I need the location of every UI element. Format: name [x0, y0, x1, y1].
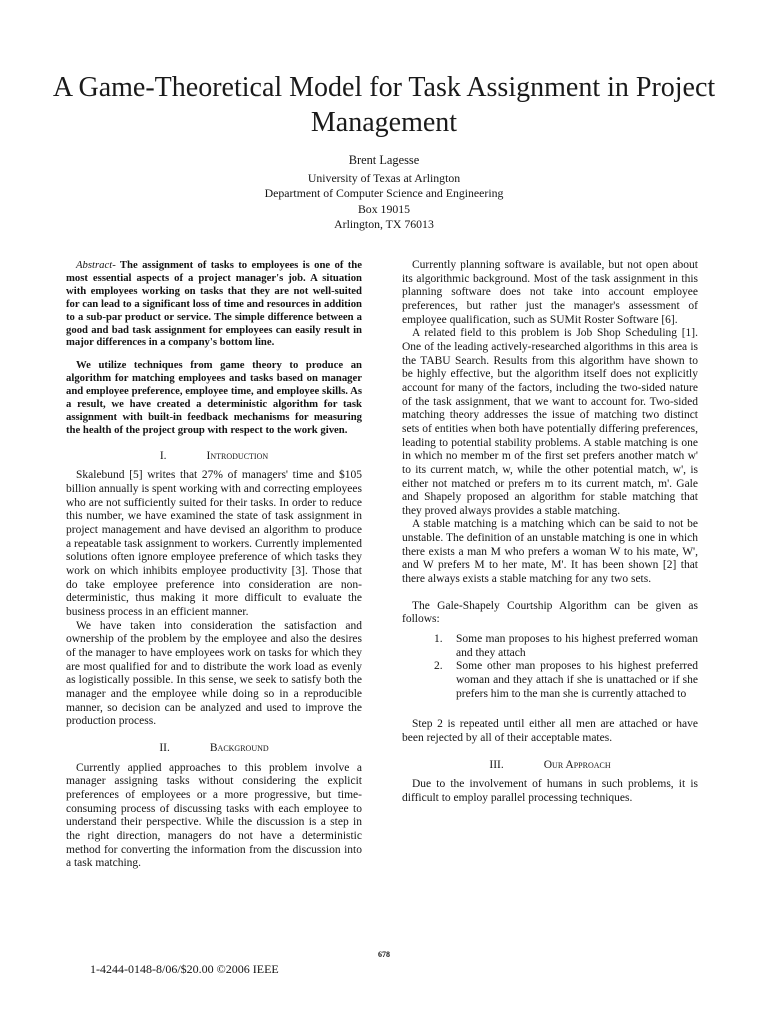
body-paragraph: Skalebund [5] writes that 27% of managers' time and $105 billion annually is spent working with and correcting employees who are not sufficiently suited for their tasks. In order to reduce this number, we have examined the state of task assignment in project management and have devised an algorithm to produce a repeatable task assignment to workers. Currently implemented solutions often ignore employee preference of which tasks they work on which inhibits employee productivity [3]. Those that do take employee preference into consideration are non-deterministic, thus making it more difficult to evaluate the business process in an efficient manner. [66, 469, 362, 618]
abstract [66, 259, 362, 437]
author-name: Brent Lagesse [348, 153, 420, 167]
section-title: Our Approach [543, 758, 611, 771]
left-column [66, 259, 362, 871]
paper-title: A Game-Theoretical Model for Task Assignment in Project Management [52, 72, 716, 138]
affiliation-line: Arlington, TX 76013 [334, 217, 434, 231]
affiliation-line: Box 19015 [357, 201, 411, 216]
body-paragraph: The Gale-Shapely Courtship Algorithm can be given as follows: [402, 599, 698, 626]
list-text: Some other man proposes to his highest preferred woman and they attach if she is unattached or if she prefers him to the man she is currently attached to [456, 660, 698, 700]
section-title: Background [209, 741, 269, 754]
list-item [402, 633, 698, 660]
section-title: Introduction [206, 449, 269, 462]
list-item [402, 660, 698, 701]
author-block [134, 153, 634, 233]
list-text: Some man proposes to his highest preferred woman and they attach [456, 633, 698, 659]
affiliation-line: University of Texas at Arlington [307, 170, 461, 185]
section-heading-background [66, 742, 362, 756]
copyright-footer: 1-4244-0148-8/06/$20.00 ©2006 IEEE [90, 962, 279, 976]
algorithm-steps [402, 633, 698, 701]
body-paragraph: Step 2 is repeated until either all men are attached or have been rejected by all of their acceptable mates. [402, 718, 698, 744]
abstract-paragraph: We utilize techniques from game theory to produce an algorithm for matching employees and tasks based on manager and employee preference, employee time, and employee skills. As a result, we have created a deterministic algorithm for task assignment with built-in feedback mechanisms for measuring the health of the project group with respect to the work given. [66, 359, 362, 436]
section-number: II. [159, 741, 170, 754]
body-paragraph: We have taken into consideration the satisfaction and ownership of the problem by the employee and also the desires of the manager to have employees work on tasks for which they are most qualified for and to distribute the work load as evenly as logistically possible. In this sense, we seek to satisfy both the manager and the employee while doing so in a reproducible manner, so decision can be analyzed and used to improve the production process. [66, 619, 362, 728]
body-paragraph: A related field to this problem is Job Shop Scheduling [1]. One of the leading actively-researched algorithms in this area is the TABU Search. Results from this algorithm have shown to be highly effective, but the algorithm itself does not explicitly account for many of the factors, including the two-sided nature of the task assignment, that we want to account for. Two-sided matching theory addresses the issue of matching two distinct sets of entities when both have potentially differing preferences, leading to potential stability problems. A stable matching is one in which no member m of the first set prefers another match w' to its current match, w, while the other potential match, w', is either not matched or prefers m to its current match, m'. Gale and Shapely proposed an algorithm for stable matching that they proved always provides a stable matching. [402, 327, 698, 517]
section-heading-introduction [66, 450, 362, 464]
abstract-label: Abstract- [76, 259, 116, 271]
body-paragraph: A stable matching is a matching which can be said to not be unstable. The definition of an unstable matching is one in which there exists a man M who prefers a woman W to his mate, W', and W prefers M to her mate, M'. It has been shown [2] that there always exists a stable matching for any two sets. [402, 518, 698, 586]
list-number: 1. [434, 633, 443, 646]
affiliation-line: Department of Computer Science and Engineering [264, 186, 504, 200]
abstract-paragraph [66, 259, 362, 349]
section-heading-approach [402, 759, 698, 773]
page-number: 678 [378, 950, 390, 959]
body-paragraph: Due to the involvement of humans in such problems, it is difficult to employ parallel processing techniques. [402, 778, 698, 804]
section-number: I. [159, 449, 167, 462]
body-paragraph: Currently planning software is available, but not open about its algorithmic background. Most of the task assignment in this planning software does not take into account employee preferences, but rather just the manager's assessment of employee qualification, such as SUMit Roster Software [6]. [402, 259, 698, 326]
body-paragraph: Currently applied approaches to this problem involve a manager assigning tasks without considering the explicit preferences of employees or a more progressive, but time-consuming process of discussing tasks with each employee to understand their perspective. While the discussion is a step in the right direction, managers do not have a deterministic method for converting the information from the discussion into a task matching. [66, 761, 362, 870]
right-column [402, 259, 698, 806]
abstract-text: The assignment of tasks to employees is one of the most essential aspects of a project manager's job. A situation with employees working on tasks that they are not well-suited for can lead to a significant loss of time and resources in addition to a sub-par product or service. The simple difference between a good and bad task assignment for employees can easily result in major differences in a company's bottom line. [66, 259, 362, 349]
list-number: 2. [434, 660, 443, 673]
section-number: III. [489, 758, 504, 771]
